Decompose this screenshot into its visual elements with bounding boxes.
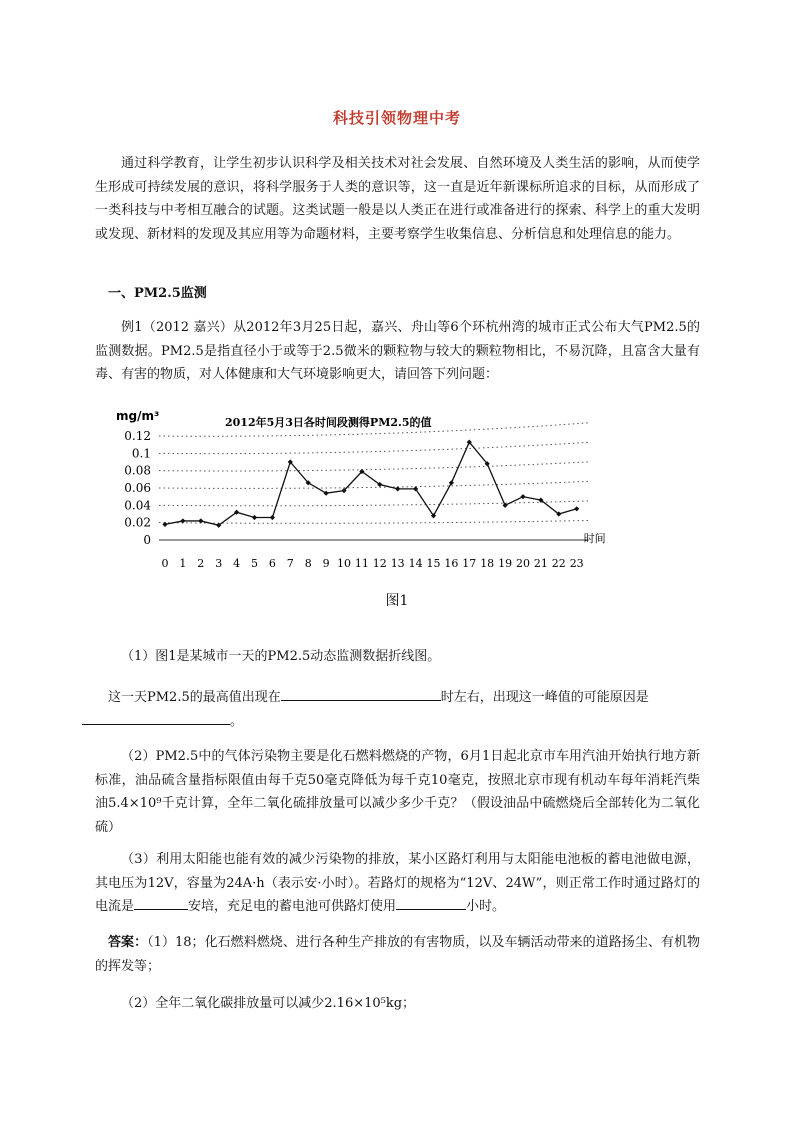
data-point xyxy=(180,518,185,523)
question-2: （2）PM2.5中的气体污染物主要是化石燃料燃烧的产物，6月1日起北京市车用汽油开始执行地方新标准，油品硫含量指标限值由每千克50毫克降低为每千克10毫克，按照北京市现有机动车每年消耗汽柴油5.4×10⁹千克计算，全年二氧化硫排放量可以减少多少千克？（假设油品中硫燃烧后全部转化为二氧化硫） xyxy=(95,749,700,835)
x-tick-label: 21 xyxy=(533,557,548,570)
x-tick-label: 7 xyxy=(286,557,294,570)
data-point xyxy=(395,486,400,491)
question-1: （1）图1是某城市一天的PM2.5动态监测数据折线图。 xyxy=(121,649,441,664)
grid-line xyxy=(159,481,589,488)
answer-blank-2[interactable] xyxy=(82,710,230,725)
y-tick-label: 0.12 xyxy=(124,429,151,443)
pm25-line-chart xyxy=(100,398,606,576)
x-tick-label: 19 xyxy=(498,557,513,570)
question-1b-end: 。 xyxy=(230,713,244,729)
x-tick-label: 8 xyxy=(304,557,312,570)
x-tick-label: 20 xyxy=(516,557,530,570)
x-tick-label: 14 xyxy=(408,557,423,570)
data-point xyxy=(252,515,257,520)
y-tick-label: 0.08 xyxy=(124,463,151,478)
x-tick-label: 15 xyxy=(426,557,441,570)
x-tick-label: 12 xyxy=(372,557,387,570)
question-3-text-a: （3）利用太阳能也能有效的减少污染物的排放，某小区路灯利用与太阳能电池板的蓄电池做电源，其电压为12V，容量为24A·h（表示安·小时）。若路灯的规格为“12V、24W”，则正常工作时通过路灯的电流是 xyxy=(95,852,700,914)
x-tick-label: 1 xyxy=(179,557,187,570)
x-tick-label: 23 xyxy=(569,557,584,570)
x-tick-label: 2 xyxy=(197,557,205,570)
x-axis-label: 时间 xyxy=(583,532,606,545)
data-point xyxy=(162,522,167,527)
answer-blank-3[interactable] xyxy=(134,895,188,910)
answer-1-text: （1）18；化石燃料燃烧、进行各种生产排放的有害物质，以及车辆活动带来的道路扬尘、有机物的挥发等； xyxy=(95,935,700,974)
chart-title: 2012年5月3日各时间段测得PM2.5的值 xyxy=(225,416,432,429)
intro-paragraph: 通过科学教育，让学生初步认识科学及相关技术对社会发展、自然环境及人类生活的影响，从而使学生形成可持续发展的意识，将科学服务于人类的意识等，这一直是近年新课标所追求的目标，从而形成了一类科技与中考相互融合的试题。这类试题一般是以人类正在进行或准备进行的探索、科学上的重大发明或发现、新材料的发现及其应用等为命题材料，主要考察学生收集信息、分析信息和处理信息的能力。 xyxy=(95,156,700,242)
x-tick-label: 9 xyxy=(322,557,330,570)
y-axis-label: mg/m³ xyxy=(116,409,160,423)
question-3-text-b: 安培，充足电的蓄电池可供路灯使用 xyxy=(188,899,397,914)
x-tick-label: 6 xyxy=(268,557,276,570)
y-tick-label: 0.1 xyxy=(131,446,151,461)
x-tick-label: 5 xyxy=(251,557,258,570)
question-1b-text-a: 这一天PM2.5的最高值出现在 xyxy=(108,690,281,705)
x-tick-label: 17 xyxy=(462,557,477,570)
figure-caption: 图1 xyxy=(385,593,409,609)
y-tick-label: 0.04 xyxy=(124,498,151,513)
document-title: 科技引领物理中考 xyxy=(332,109,461,127)
data-point xyxy=(449,480,454,485)
x-tick-label: 18 xyxy=(480,557,495,570)
x-tick-label: 22 xyxy=(551,557,566,570)
y-tick-label: 0.02 xyxy=(124,515,151,530)
answer-label: 答案： xyxy=(108,935,148,950)
data-point xyxy=(324,491,329,496)
grid-line xyxy=(159,442,589,453)
x-tick-label: 4 xyxy=(233,557,241,570)
x-tick-label: 0 xyxy=(161,557,169,570)
data-point xyxy=(198,518,203,523)
x-tick-label: 13 xyxy=(390,557,405,570)
grid-line xyxy=(159,501,589,506)
answer-blank-1[interactable] xyxy=(281,686,441,701)
section-heading: 一、PM2.5监测 xyxy=(108,286,207,301)
answer-2: （2）全年二氧化碳排放量可以减少2.16×10⁵kg； xyxy=(121,996,416,1011)
data-point xyxy=(574,506,579,511)
example-paragraph: 例1（2012 嘉兴）从2012年3月25日起，嘉兴、舟山等6个环杭州湾的城市正式公布大气PM2.5的监测数据。PM2.5是指直径小于或等于2.5微米的颗粒物与较大的颗粒物相比，不易沉降，且富含大量有毒、有害的物质，对人体健康和大气环境影响更大，请回答下列问题： xyxy=(95,320,700,382)
y-tick-label: 0.06 xyxy=(124,481,151,495)
data-point xyxy=(520,494,525,499)
x-tick-label: 16 xyxy=(444,557,459,570)
question-1b xyxy=(95,686,700,733)
question-3 xyxy=(95,848,700,919)
x-tick-label: 3 xyxy=(215,557,223,570)
answer-blank-4[interactable] xyxy=(396,895,466,910)
question-1b-text-b: 时左右，出现这一峰值的可能原因是 xyxy=(440,690,649,705)
data-point xyxy=(270,515,275,520)
x-tick-label: 11 xyxy=(354,557,369,570)
grid-line xyxy=(159,462,589,471)
x-tick-label: 10 xyxy=(337,557,351,570)
answer-1 xyxy=(95,931,700,978)
y-tick-label: 0 xyxy=(143,533,151,547)
question-3-text-c: 小时。 xyxy=(466,899,506,914)
